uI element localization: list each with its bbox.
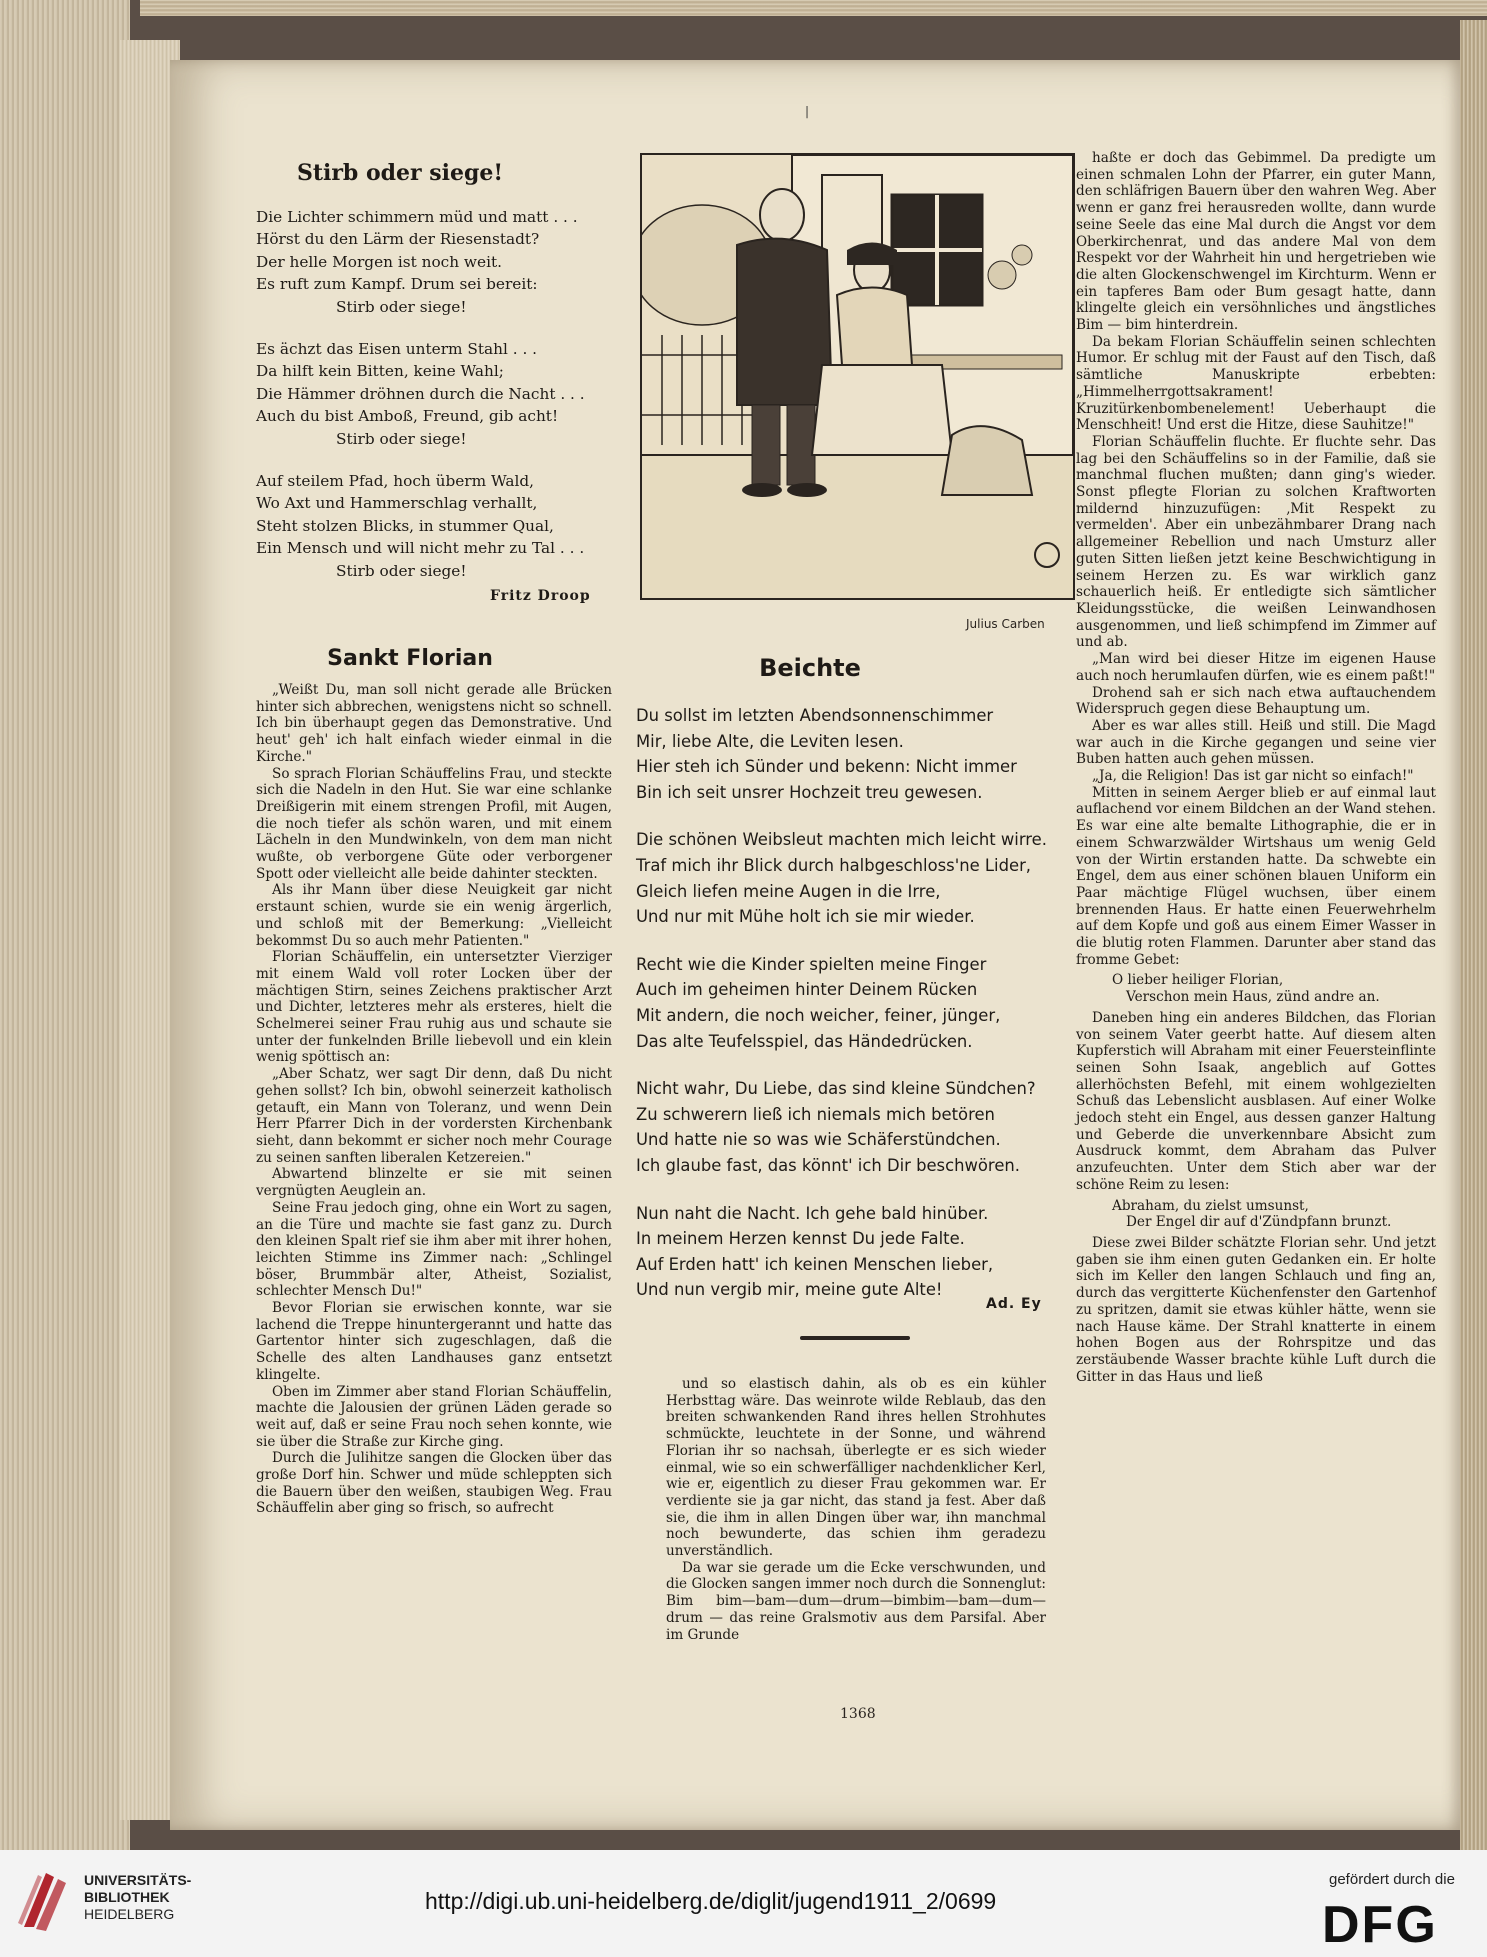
- poem-line: Ein Mensch und will nicht mehr zu Tal . . .: [256, 539, 585, 558]
- story-verse-line: Der Engel dir auf d'Zündpfann brunzt.: [1126, 1214, 1392, 1231]
- story-paragraph: „Weißt Du, man soll nicht gerade alle Brücken hinter sich abbrechen, wenigstens nicht so schnell. Ich bin überhaupt gegen das Demonstrative. Und heut' geh' ich halt einfach wieder einmal in die Kirche.": [256, 682, 612, 765]
- story-paragraph: Drohend sah er sich nach etwa auftauchendem Widerspruch gegen diese Behauptung um.: [1076, 684, 1436, 718]
- story-paragraph: Diese zwei Bilder schätzte Florian sehr. Und jetzt gaben sie ihm einen guten Gedanken ein. Er holte sich im Keller den langen Schlauch und fing an, durch das vergitterte Küchenfenster den Gartenhof zu spritzen, damit sie etwas kühler hätte, wenn sie nach Hause käme. Der Strahl knatterte in einem hohen Bogen aus der Rohrspitze und das zerstäubende Wasser brachte kühle Luft durch die Gitter in das Haus und ließ: [1076, 1235, 1436, 1385]
- university-name-line-3: HEIDELBERG: [84, 1906, 175, 1922]
- page-top-mark: |: [805, 104, 810, 118]
- poem-line: Da hilft kein Bitten, keine Wahl;: [256, 362, 504, 381]
- story-verse-line: O lieber heiliger Florian,: [1112, 972, 1284, 989]
- illustration-drawing: [640, 153, 1075, 600]
- poem-line: Es ruft zum Kampf. Drum sei bereit:: [256, 275, 538, 294]
- poem-title-beichte: Beichte: [759, 654, 861, 682]
- poem-line: Zu schwerern ließ ich niemals mich betören: [636, 1104, 995, 1124]
- poem-title-stirb-oder-siege: Stirb oder siege!: [296, 160, 504, 186]
- story-paragraph: Oben im Zimmer aber stand Florian Schäuffelin, machte die Jalousien der grünen Läden gerade so weit auf, daß er seine Frau noch sehen konnte, wie sie über die Straße zur Kirche ging.: [256, 1383, 612, 1450]
- story-paragraph: Florian Schäuffelin fluchte. Er fluchte sehr. Das lag bei den Schäuffelins so in der Familie, daß sie manchmal fluchen mußten; dann ging's wieder. Sonst pflegte Florian zu solchen Kraftworten mildernd hinzuzufügen: ‚Mit Respekt zu vermelden'. Aber ein unbezähmbarer Drang nach allgemeiner Rebellion und nach Umsturz aller guten Sitten ließen jetzt keine Beschwichtigung in seinem Herzen zu. Es war wirklich ganz schauerlich heiß. Er entledigte sich sämtlicher Kleidungsstücke, die weißen Leinwandhosen ausgenommen, und ließ schimpfend im Zimmer auf und ab.: [1076, 433, 1436, 651]
- poem-line: Stirb oder siege!: [336, 561, 467, 580]
- poem-beichte: [636, 703, 1056, 1325]
- book-page: [170, 60, 1460, 1830]
- story-verse-line: Verschon mein Haus, zünd andre an.: [1126, 989, 1380, 1006]
- poem-stanza: [636, 703, 1056, 805]
- story-paragraph: So sprach Florian Schäuffelins Frau, und steckte sich die Nadeln in den Hut. Sie war eine schlanke Dreißigerin mit einem strengen Profil, mit Augen, die noch tiefer als schön waren, und mit einem Lächeln in den Mundwinkeln, von dem man nicht wußte, ob verborgene Güte oder verborgener Spott oder vielleicht alle beide dahinter steckten.: [256, 765, 612, 882]
- poem-stanza: [636, 952, 1056, 1054]
- poem-line: Das alte Teufelsspiel, das Händedrücken.: [636, 1031, 973, 1051]
- document-url-link[interactable]: http://digi.ub.uni-heidelberg.de/diglit/jugend1911_2/0699: [425, 1888, 997, 1914]
- poem-line: In meinem Herzen kennst Du jede Falte.: [636, 1229, 965, 1249]
- university-name: [84, 1872, 191, 1923]
- poem-line: Hörst du den Lärm der Riesenstadt?: [256, 230, 540, 249]
- poem-stanza: [636, 1076, 1056, 1178]
- poem-author: Fritz Droop: [490, 588, 591, 604]
- poem-stanza: [636, 1201, 1056, 1303]
- poem-line: Die schönen Weibsleut machten mich leicht wirre.: [636, 830, 1047, 850]
- poem-line: Und nur mit Mühe holt ich sie mir wieder.: [636, 907, 975, 927]
- story-paragraph: „Ja, die Religion! Das ist gar nicht so einfach!": [1092, 768, 1414, 785]
- poem-line: Mir, liebe Alte, die Leviten lesen.: [636, 731, 904, 751]
- book-right-edge: [1460, 20, 1487, 1850]
- poem-line: Traf mich ihr Blick durch halbgeschloss'ne Lider,: [636, 855, 1032, 875]
- poem-line: Der helle Morgen ist noch weit.: [256, 252, 502, 271]
- poem-line: Auch du bist Amboß, Freund, gib acht!: [256, 407, 559, 426]
- illustration: [640, 153, 1075, 600]
- poem-line: Hier steh ich Sünder und bekenn: Nicht immer: [636, 757, 1017, 777]
- story-column-2: [666, 1376, 1046, 1643]
- story-paragraph: Aber es war alles still. Heiß und still. Die Magd war auch in die Kirche gegangen und seine vier Buben hatten auch gehen müssen.: [1076, 717, 1436, 768]
- poem-author-ey: Ad. Ey: [986, 1296, 1042, 1312]
- dfg-logo: DFG: [1322, 1896, 1438, 1954]
- story-paragraph: Als ihr Mann über diese Neuigkeit gar nicht erstaunt schien, wurde sie ein wenig ärgerlich, und schloß mit der Bemerkung: „Vielleicht bekommst Du so auch mehr Patienten.": [256, 882, 612, 949]
- poem-line: Mit andern, die noch weicher, feiner, jünger,: [636, 1005, 1001, 1025]
- poem-stanza: [256, 470, 596, 582]
- story-paragraph: Da war sie gerade um die Ecke verschwunden, und die Glocken sangen immer noch durch die Sonnenglut: Bim bim—bam—dum—drum—bimbim—bam—dum—drum — das reine Gralsmotiv aus dem Parsifal. Aber im Grunde: [666, 1559, 1046, 1643]
- story-paragraph: Durch die Julihitze sangen die Glocken über das große Dorf hin. Schwer und müde schleppten sich die Bauern über den weißen, staubigen Weg. Frau Schäuffelin aber ging so frisch, so aufrecht: [256, 1450, 612, 1517]
- story-paragraph: Seine Frau jedoch ging, ohne ein Wort zu sagen, an die Türe und machte sie fast ganz zu. Durch den kleinen Spalt rief sie ihm aber mit ihrer hohen, leichten Stimme ins Zimmer nach: „Schlingel böser, Brummbär alter, Atheist, Sozialist, schlechter Mensch Du!": [256, 1199, 612, 1300]
- story-paragraph: haßte er doch das Gebimmel. Da predigte um einen schmalen Lohn der Pfarrer, ein guter Mann, den schläfrigen Bauern über den wahren Weg. Aber wenn er ganz frei herausreden wollte, dann wurde seine Seele das eine Mal durch die Angst vor dem Oberkirchenrat, und das andere Mal von dem Respekt vor der Wahrheit hin und hergetrieben wie die alten Glockenschwengel im Kirchturm. Wenn er ein tapferes Bam oder Bum gesagt hatte, dann klingelte gleich ein versöhnliches und ängstliches Bim — bim hinterdrein.: [1076, 150, 1436, 334]
- viewer-footer: [0, 1850, 1487, 1957]
- poem-line: Auf Erden hatt' ich keinen Menschen lieber,: [636, 1254, 994, 1274]
- poem-line: Wo Axt und Hammerschlag verhallt,: [256, 494, 538, 513]
- story-paragraph: Mitten in seinem Aerger blieb er auf einmal laut auflachend vor einem Bildchen an der Wand stehen. Es war eine alte bemalte Lithographie, die er in einem Schwarzwälder Wirtshaus um wenig Geld von der Wirtin erstanden hatte. Da schwebte ein Engel, dem aus einer schönen blauen Uniform ein Paar mächtige Flügel wuchsen, über einem brennenden Haus. Er hatte einen Feuerwehrhelm auf dem Kopfe und goß aus einem Eimer Wasser in die blutig roten Flammen. Darunter aber stand das fromme Gebet:: [1076, 784, 1436, 968]
- poem-line: Auf steilem Pfad, hoch überm Wald,: [256, 472, 535, 491]
- poem-line: Stirb oder siege!: [336, 429, 467, 448]
- story-paragraph: „Man wird bei dieser Hitze im eigenen Hause auch noch herumlaufen dürfen, wie es einem paßt!": [1076, 651, 1436, 684]
- poem-line: Nun naht die Nacht. Ich gehe bald hinüber.: [636, 1203, 989, 1223]
- poem-stanza: [256, 338, 596, 450]
- story-paragraph: und so elastisch dahin, als ob es ein kühler Herbsttag wäre. Das weinrote wilde Reblaub, das den breiten schwankenden Rand ihres hellen Strohhutes schmückte, leuchtete in der Sonne, und während Florian ihr so nachsah, überlegte er es sich wieder einmal, wie so ein schwerfälliger nachdenklicher Kerl, wie er, eigentlich zu dieser Frau gekommen war. Er verdiente sie ja gar nicht, das stand ja fest. Aber daß sie, die ihm in allen Dingen über war, ihn manchmal noch bewunderte, das schien ihm geradezu unverständlich.: [666, 1376, 1046, 1560]
- story-column-3: [1076, 150, 1436, 1385]
- poem-line: Auch im geheimen hinter Deinem Rücken: [636, 980, 978, 1000]
- poem-line: Und nun vergib mir, meine gute Alte!: [636, 1280, 943, 1300]
- story-title: Sankt Florian: [327, 646, 493, 671]
- poem-line: Und hatte nie so was wie Schäferstündchen.: [636, 1130, 1001, 1150]
- ornament-divider: [800, 1336, 910, 1340]
- poem-line: Bin ich seit unsrer Hochzeit treu gewesen.: [636, 782, 983, 802]
- poem-line: Es ächzt das Eisen unterm Stahl . . .: [256, 340, 538, 359]
- story-paragraph: „Aber Schatz, wer sagt Dir denn, daß Du nicht gehen sollst? Ich bin, obwohl seinerzeit katholisch getauft, ein Mann von Toleranz, und wenn Dein Herr Pfarrer Dich in der vordersten Kirchenbank sieht, dann bekommt er sicher noch mehr Courage zu seinen sanften liberalen Ketzereien.": [256, 1066, 612, 1166]
- poem-stirb-oder-siege: [256, 206, 596, 602]
- story-verse-line: Abraham, du zielst umsunst,: [1112, 1197, 1309, 1214]
- poem-line: Recht wie die Kinder spielten meine Finger: [636, 954, 987, 974]
- story-verse: [1076, 1194, 1436, 1235]
- poem-stanza: [636, 827, 1056, 929]
- university-name-line-2: BIBLIOTHEK: [84, 1889, 170, 1905]
- book-spine-edge: [0, 0, 130, 1850]
- poem-line: Gleich liefen meine Augen in die Irre,: [636, 881, 941, 901]
- page-number: 1368: [840, 1706, 876, 1722]
- story-verse: [1076, 968, 1436, 1009]
- funding-note: gefördert durch die: [1329, 1871, 1455, 1888]
- book-top-edge: [140, 0, 1487, 16]
- poem-stanza: [256, 206, 596, 318]
- story-paragraph: Bevor Florian sie erwischen konnte, war sie lachend die Treppe hinuntergerannt und hatte das Gartentor hinter sich zugeschlagen, daß die Schelle des alten Landhauses ganz entsetzt klingelte.: [256, 1300, 612, 1383]
- story-paragraph: Da bekam Florian Schäuffelin seinen schlechten Humor. Er schlug mit der Faust auf den Tisch, daß sämtliche Manuskripte erbebten: „Himmelherrgottsakrament! Kruzitürkenbombenelement! Ueberhaupt die Menschheit! Und erst die Hitze, diese Sauhitze!": [1076, 333, 1436, 434]
- poem-line: Steht stolzen Blicks, in stummer Qual,: [256, 516, 554, 535]
- poem-line: Die Lichter schimmern müd und matt . . .: [256, 208, 578, 226]
- poem-line: Du sollst im letzten Abendsonnenschimmer: [636, 706, 994, 725]
- illustration-caption: Julius Carben: [966, 617, 1045, 631]
- story-paragraph: Daneben hing ein anderes Bildchen, das Florian von seinem Vater geerbt hatte. Auf diesem alten Kupferstich will Abraham mit einer Feuersteinflinte seinen Sohn Isaak, angeblich auf Gottes allerhöchsten Befehl, mit einem wohlgezielten Schuß das Lebenslicht ausblasen. Auf einer Wolke jedoch steht ein Engel, aus dessen ganzer Haltung und Geberde die unverkennbare Absicht zum Ausdruck kommt, dem Abraham das Pulver anzufeuchten. Unter dem Stich aber war der schöne Reim zu lesen:: [1076, 1009, 1436, 1193]
- story-paragraph: Abwartend blinzelte er sie mit seinen vergnügten Aeuglein an.: [256, 1166, 612, 1200]
- poem-line: Stirb oder siege!: [336, 297, 467, 316]
- poem-line: Nicht wahr, Du Liebe, das sind kleine Sündchen?: [636, 1079, 1036, 1099]
- story-paragraph: Florian Schäuffelin, ein untersetzter Vierziger mit einem Wald voll roter Locken über der mächtigen Stirn, seines Zeichens praktischer Arzt und Dichter, letzteres mehr als ersteres, hielt die Schelmerei seiner Frau ruhig aus und schaute sie unter der funkelnden Brille liebevoll und ein klein wenig spöttisch an:: [256, 949, 612, 1066]
- story-column-1: [256, 682, 612, 1517]
- university-logo-icon: [14, 1867, 72, 1935]
- poem-line: Ich glaube fast, das könnt' ich Dir beschwören.: [636, 1155, 1020, 1175]
- university-name-line-1: UNIVERSITÄTS-: [84, 1872, 192, 1888]
- poem-line: Die Hämmer dröhnen durch die Nacht . . .: [256, 384, 585, 403]
